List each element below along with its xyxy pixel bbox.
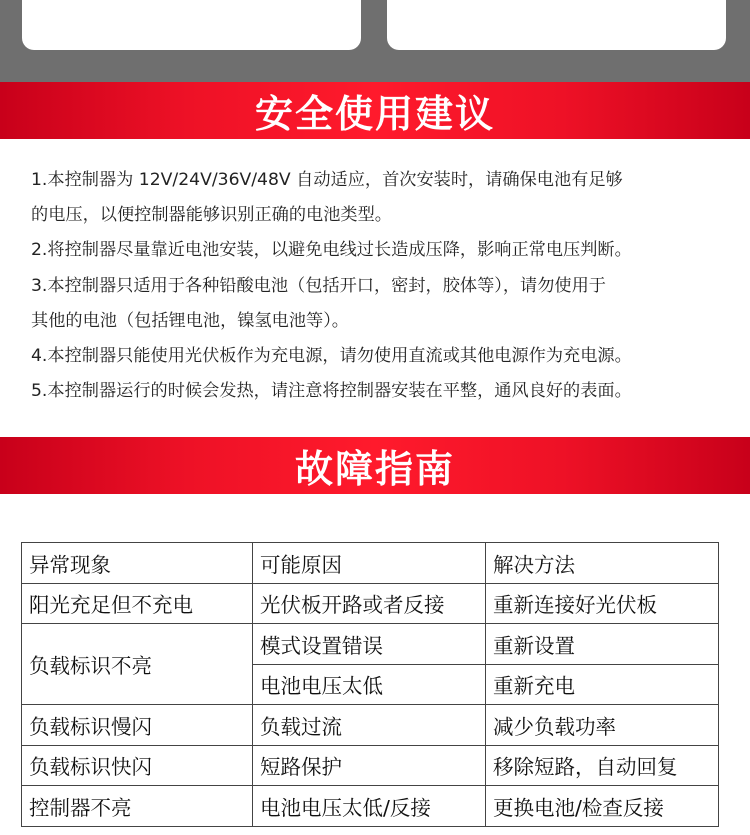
tip-line: 2.将控制器尽量靠近电池安装，以避免电线过长造成压降，影响正常电压判断。 xyxy=(31,240,632,261)
table-row xyxy=(22,745,719,786)
tip-line: 其他的电池（包括锂电池，镍氢电池等）。 xyxy=(31,310,349,331)
safety-title: 安全使用建议 xyxy=(254,92,495,136)
table-row xyxy=(22,583,719,624)
tip-line: 4.本控制器只能使用光伏板作为充电源，请勿使用直流或其他电源作为充电源。 xyxy=(31,346,632,367)
symptom-cell: 负载标识快闪 xyxy=(22,745,253,786)
tip-line: 3.本控制器只适用于各种铅酸电池（包括开口，密封，胶体等），请勿使用于 xyxy=(31,275,606,296)
top-card-right xyxy=(387,0,726,50)
tip-line: 1.本控制器为 12V/24V/36V/48V 自动适应，首次安装时，请确保电池有足够 xyxy=(31,170,623,190)
cause-cell: 短路保护 xyxy=(253,745,486,786)
table-row xyxy=(22,786,719,827)
table-row xyxy=(22,705,719,746)
faults-title: 故障指南 xyxy=(294,447,455,491)
cause-cell: 负载过流 xyxy=(253,705,486,746)
cause-cell: 电池电压太低 xyxy=(253,664,486,705)
fault-table xyxy=(21,542,719,827)
symptom-cell: 阳光充足但不充电 xyxy=(22,583,253,624)
symptom-cell: 控制器不亮 xyxy=(22,786,253,827)
tip-line: 的电压，以便控制器能够识别正确的电池类型。 xyxy=(31,205,392,226)
table-header-row xyxy=(22,543,719,584)
tip-line: 5.本控制器运行的时候会发热，请注意将控制器安装在平整，通风良好的表面。 xyxy=(31,381,632,402)
header-symptom: 异常现象 xyxy=(22,543,253,584)
table-row xyxy=(22,624,719,665)
header-solution: 解决方法 xyxy=(486,543,719,584)
solution-cell: 减少负载功率 xyxy=(486,705,719,746)
cause-cell: 电池电压太低/反接 xyxy=(253,786,486,827)
header-cause: 可能原因 xyxy=(253,543,486,584)
top-gray-band xyxy=(0,0,750,82)
safety-tips xyxy=(31,163,743,409)
top-card-left xyxy=(22,0,361,50)
faults-banner xyxy=(0,437,750,494)
solution-cell: 更换电池/检查反接 xyxy=(486,786,719,827)
solution-cell: 移除短路，自动回复 xyxy=(486,745,719,786)
cause-cell: 模式设置错误 xyxy=(253,624,486,665)
safety-banner xyxy=(0,82,750,139)
symptom-cell: 负载标识慢闪 xyxy=(22,705,253,746)
solution-cell: 重新充电 xyxy=(486,664,719,705)
symptom-cell: 负载标识不亮 xyxy=(22,624,253,705)
solution-cell: 重新设置 xyxy=(486,624,719,665)
cause-cell: 光伏板开路或者反接 xyxy=(253,583,486,624)
solution-cell: 重新连接好光伏板 xyxy=(486,583,719,624)
